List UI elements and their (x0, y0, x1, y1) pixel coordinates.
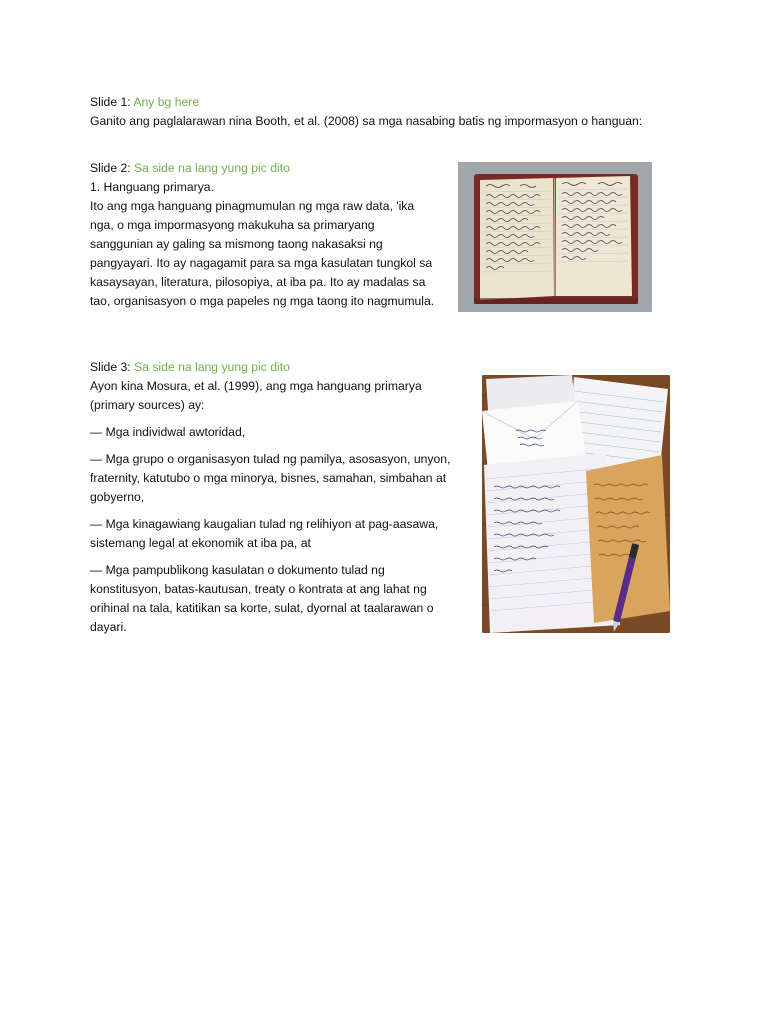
slide-3-heading (90, 358, 470, 377)
slide-3-item-1: — Mga individwal awtoridad, (90, 425, 246, 439)
slide-3-item-2: — Mga grupo o organisasyon tulad ng pamilya, asosasyon, unyon, fraternity, katutubo o mga minorya, bisnes, samahan, simbahan at gobyerno, (90, 452, 451, 504)
slide-1-heading (90, 93, 690, 112)
slide-3 (90, 358, 470, 637)
slide-1-note: Any bg here (133, 95, 200, 109)
slide-2-heading (90, 159, 455, 178)
slide-3-note: Sa side na lang yung pic dito (134, 360, 290, 374)
slide-2-note: Sa side na lang yung pic dito (134, 161, 290, 175)
diary-image (458, 162, 652, 312)
slide-1-text: Ganito ang paglalarawan nina Booth, et al. (2008) sa mga nasabing batis ng impormasyon o hanguan: (90, 114, 643, 128)
slide-1-label: Slide 1: (90, 95, 131, 109)
slide-3-intro: Ayon kina Mosura, et al. (1999), ang mga hanguang primarya (primary sources) ay: (90, 379, 422, 412)
slide-2-label: Slide 2: (90, 161, 131, 175)
slide-2-body: Ito ang mga hanguang pinagmumulan ng mga raw data, 'ika nga, o mga impormasyong makukuha sa primaryang sanggunian ay galing sa mismong taong nakasaksi ng pangyayari. Ito ay nagagamit para sa mga kasulatan tungkol sa kasaysayan, literatura, pilosopiya, at iba pa. Ito ay madalas sa tao, organisasyon o mga papeles ng mga taong ito nagmumula. (90, 199, 435, 308)
slide-3-label: Slide 3: (90, 360, 131, 374)
letters-image (482, 375, 670, 633)
slide-3-item-3: — Mga kinagawiang kaugalian tulad ng relihiyon at pag-aasawa, sistemang legal at ekonomik at iba pa, at (90, 517, 439, 550)
slide-3-item-4: — Mga pampublikong kasulatan o dokumento tulad ng konstitusyon, batas-kautusan, treaty o kontrata at ang lahat ng orihinal na tala, katitikan sa korte, sulat, dyornal at taalarawan o dayari. (90, 563, 434, 634)
slide-2-subheading: 1. Hanguang primarya. (90, 180, 214, 194)
slide-1 (90, 93, 690, 131)
slide-2 (90, 159, 455, 311)
